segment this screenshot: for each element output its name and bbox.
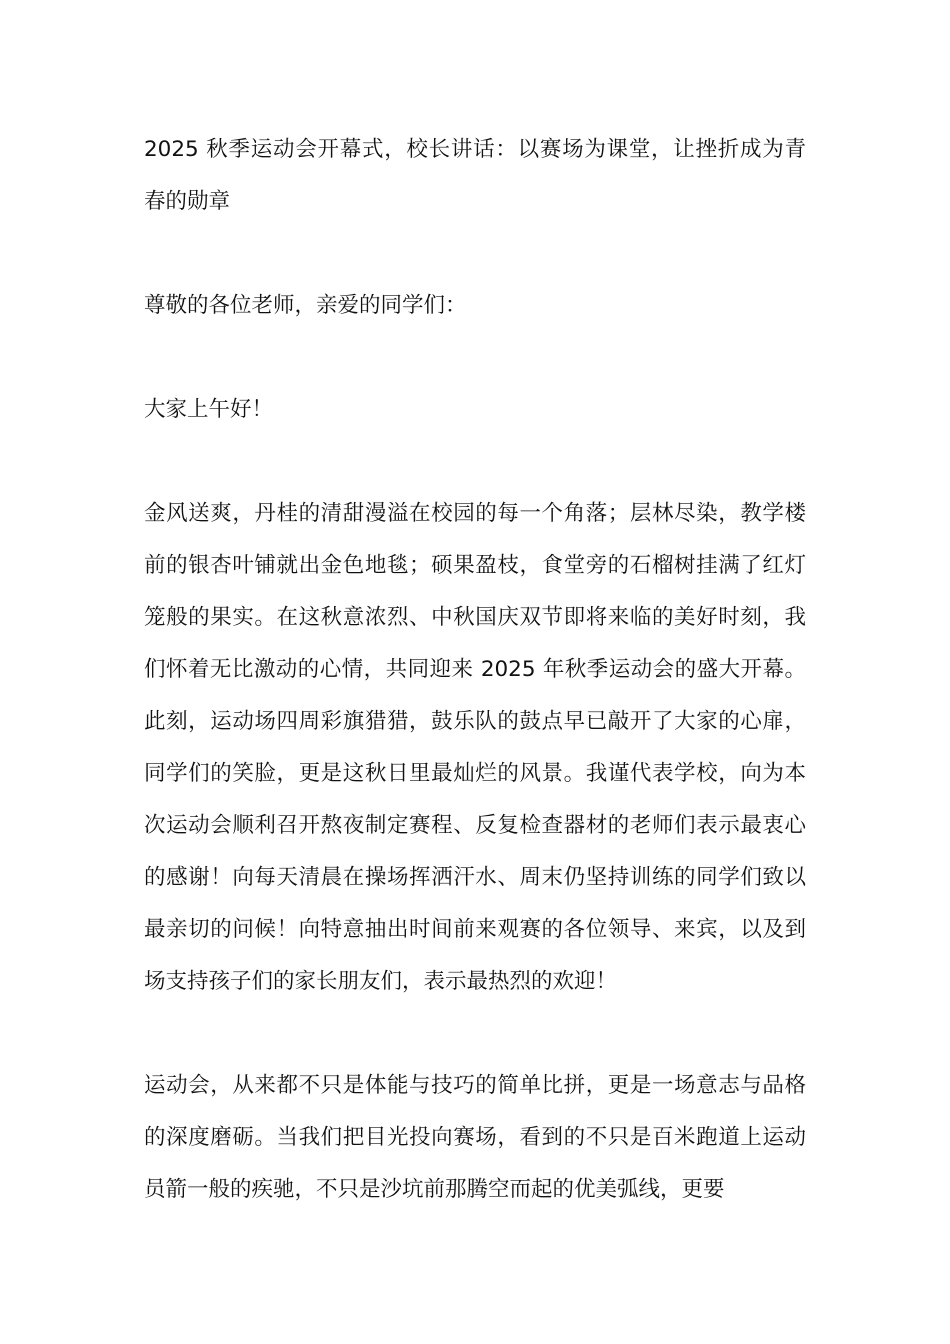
document-title: 2025 秋季运动会开幕式，校长讲话：以赛场为课堂，让挫折成为青春的勋章 [144,137,806,214]
salutation: 尊敬的各位老师，亲爱的同学们： [144,293,467,318]
paragraph-1: 金风送爽，丹桂的清甜漫溢在校园的每一个角落；层林尽染，教学楼前的银杏叶铺就出金色地毯；硕果盈枝，食堂旁的石榴树挂满了红灯笼般的果实。在这秋意浓烈、中秋国庆双节即将来临的美好时刻，我们怀着无比激动的心情，共同迎来 2025 年秋季运动会的盛大开幕。此刻，运动场四周彩旗猎猎，鼓乐队的鼓点早已敲开了大家的心扉，同学们的笑脸，更是这秋日里最灿烂的风景。我谨代表学校，向为本次运动会顺利召开熬夜制定赛程、反复检查器材的老师们表示最衷心的感谢！向每天清晨在操场挥洒汗水、周末仍坚持训练的同学们致以最亲切的问候！向特意抽出时间前来观赛的各位领导、来宾，以及到场支持孩子们的家长朋友们，表示最热烈的欢迎！ [144,501,806,994]
greeting: 大家上午好！ [144,397,274,422]
document-body [144,124,806,1268]
paragraph-2: 运动会，从来都不只是体能与技巧的简单比拼，更是一场意志与品格的深度磨砺。当我们把目光投向赛场，看到的不只是百米跑道上运动员箭一般的疾驰，不只是沙坑前那腾空而起的优美弧线，更要 [144,1073,806,1202]
